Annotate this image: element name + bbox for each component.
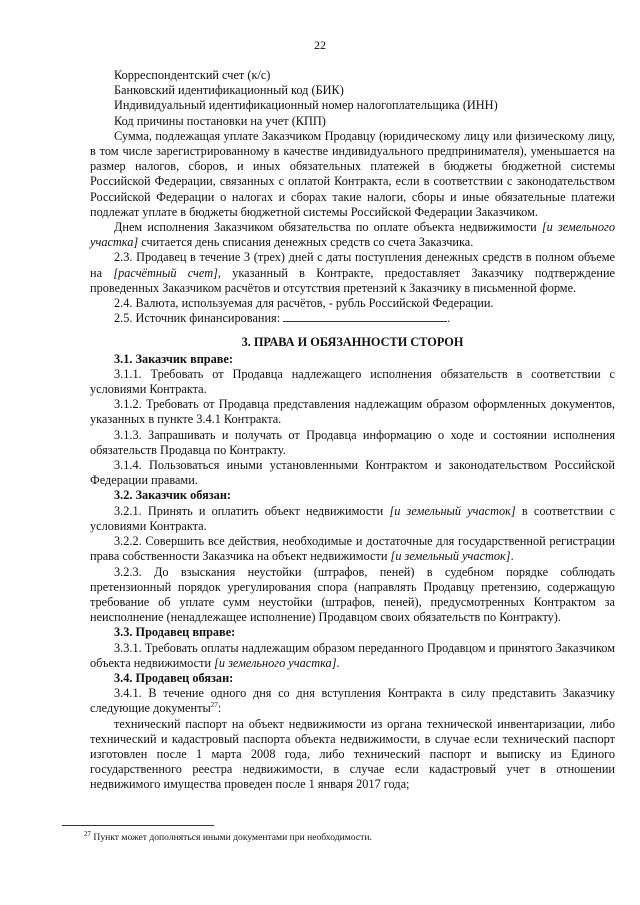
clause-2-5 xyxy=(90,311,615,326)
text-run: . xyxy=(447,311,451,326)
clause-3-3-1 xyxy=(90,641,615,671)
text-run: . xyxy=(336,655,340,670)
text-run: : xyxy=(217,701,222,716)
clause-3-2-1 xyxy=(90,504,615,534)
bik-line: Банковский идентификационный код (БИК) xyxy=(114,83,344,98)
tax-paragraph: Сумма, подлежащая уплате Заказчиком Продавцу (юридическому лицу или физическому лицу, в том числе зарегистрированному в качестве индивидуального предпринимателя), уменьшается на размер налогов, сборов, и иных обязательных платежей в бюджеты бюджетной системы Российской Федерации, связанных с оплатой Контракта, если в соответствии с законодательством Российской Федерации о налогах и сборах такие налоги, сборы и иные обязательные платежи подлежат уплате в бюджеты бюджетной системы Российской Федерации Заказчиком. xyxy=(90,128,615,219)
kpp-line: Код причины постановки на учет (КПП) xyxy=(114,113,326,128)
footnote-ref: 27 xyxy=(210,701,218,710)
italic-run: [расчётный счет] xyxy=(113,265,218,280)
clause-2-4: 2.4. Валюта, используемая для расчётов, - рубль Российской Федерации. xyxy=(114,296,494,311)
clause-3-1-4: 3.1.4. Пользоваться иными установленными Контрактом и законодательством Российской Федерации правами. xyxy=(90,458,615,488)
text-run: 2.3. Продавец в течение 3 (трех) дней с даты поступления денежных средств в полном объеме на xyxy=(90,250,615,280)
passport-paragraph: технический паспорт на объект недвижимости из органа технической инвентаризации, либо технический и кадастровый паспорта объекта недвижимости, в случае если технический паспорт изготовлен после 1 марта 2008 года, либо технический паспорт и выписку из Единого государственного реестра недвижимости, в случае если кадастровый учет в отношении недвижимого имущества проведен после 1 января 2017 года; xyxy=(90,716,615,792)
italic-run: [и земельный участок] xyxy=(389,503,516,518)
clause-3-1-1: 3.1.1. Требовать от Продавца надлежащего исполнения обязательств в соответствии с условиями Контракта. xyxy=(90,366,615,397)
clause-3-1-3: 3.1.3. Запрашивать и получать от Продавца информацию о ходе и состоянии исполнения обязательств Продавца по Контракту. xyxy=(90,427,615,457)
clause-3-1-2: 3.1.2. Требовать от Продавца представления надлежащим образом оформленных документов, указанных в пункте 3.4.1 Контракта. xyxy=(90,397,615,427)
text-run: 3.2.2. Совершить все действия, необходимые и достаточные для государственной регистрации права собственности Заказчика на объект недвижимости xyxy=(90,534,615,564)
footnote-divider xyxy=(62,825,214,826)
inn-line: Индивидуальный идентификационный номер налогоплательщика (ИНН) xyxy=(114,98,498,113)
footnote-text: Пункт может дополняться иными документами при необходимости. xyxy=(91,832,372,843)
text-run: считается день списания денежных средств со счета Заказчика. xyxy=(138,235,474,250)
footnote-number: 27 xyxy=(84,829,91,838)
clause-3-2-2 xyxy=(90,534,615,564)
section-3-title: 3. ПРАВА И ОБЯЗАННОСТИ СТОРОН xyxy=(241,335,464,350)
italic-run: [и земельного участка] xyxy=(90,220,615,250)
text-run: 3.4.1. В течение одного дня со дня вступления Контракта в силу представить Заказчику следующие документы xyxy=(90,686,615,716)
text-run: в соответствии с условиями Контракта. xyxy=(90,503,615,533)
italic-run: [и земельного участка] xyxy=(214,655,337,670)
subsection-3-1-title: 3.1. Заказчик вправе: xyxy=(114,351,233,366)
corr-account-line: Корреспондентский счет (к/с) xyxy=(114,68,271,82)
footnote xyxy=(84,829,372,843)
italic-run: [и земельный участок] xyxy=(390,549,511,564)
clause-3-4-1 xyxy=(90,686,615,716)
funding-source-blank xyxy=(283,311,447,322)
payment-day-paragraph xyxy=(90,220,615,250)
text-run: . xyxy=(510,549,514,564)
text-run: , указанный в Контракте, предоставляет Заказчику подтверждение проведенных Заказчиком расчётов и отсутствия претензий к Заказчику в письменной форме. xyxy=(90,265,615,295)
text-run: 2.5. Источник финансирования: xyxy=(114,311,281,326)
subsection-3-2-title: 3.2. Заказчик обязан: xyxy=(114,488,231,503)
text-run: Днем исполнения Заказчиком обязательства по оплате объекта недвижимости xyxy=(114,220,542,235)
clause-2-3 xyxy=(90,250,615,296)
subsection-3-4-title: 3.4. Продавец обязан: xyxy=(114,670,234,685)
subsection-3-3-title: 3.3. Продавец вправе: xyxy=(114,625,236,640)
text-run: 3.3.1. Требовать оплаты надлежащим образом переданного Продавцом и принятого Заказчиком объекта недвижимости xyxy=(90,640,615,670)
document-body xyxy=(90,68,615,793)
clause-3-2-3: 3.2.3. До взыскания неустойки (штрафов, пеней) в судебном порядке соблюдать претензионный порядок урегулирования спора (направлять Продавцу претензию, содержащую требование об уплате сумм неустойки (штрафов, пеней), предусмотренных Контрактом за неисполнение (ненадлежащее исполнение) Продавцом своих обязательств по Контракту). xyxy=(90,564,615,625)
page-number: 22 xyxy=(314,38,326,52)
text-run: 3.2.1. Принять и оплатить объект недвижимости xyxy=(114,503,390,518)
